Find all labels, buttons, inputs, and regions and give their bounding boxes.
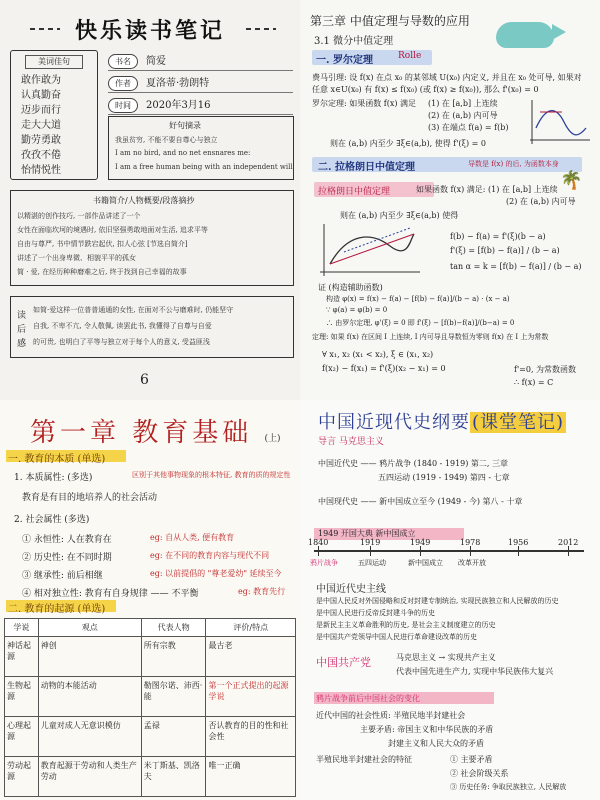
corollary-line: f(x₂) − f(x₁) = f'(ξ)(x₂ − x₁) = 0 (322, 364, 446, 373)
table-cell: 生物起源 (5, 677, 39, 717)
page-number: 6 (140, 372, 149, 388)
attribute-item: ③ 继承性: 前后相继 (22, 571, 103, 581)
rolle-band-title: 一. 罗尔定理 (316, 55, 373, 66)
table-cell: 神话起源 (5, 637, 39, 677)
side-char: 读 (17, 311, 27, 321)
section-heading: 鸦片战争前后中国社会的变化 (316, 694, 420, 703)
rolle-conclusion: 则在 (a,b) 内至少 ∃ξ∈(a,b), 使得 f'(ξ) = 0 (330, 139, 486, 148)
table-cell: 心理起源 (5, 717, 39, 757)
title-dash-right (246, 28, 276, 30)
info-label: 时间 (108, 98, 138, 113)
timeline-event: 鸦片战争 (310, 559, 338, 567)
good-words-header: 美词佳句 (25, 55, 83, 69)
history-line: 五四运动 (1919 - 1949) 第四 - 七章 (378, 473, 510, 482)
timeline-tick (318, 546, 319, 556)
mainline-item: 是中国人民进行反帝反封建斗争的历史 (316, 609, 435, 617)
summary-line: 讲述了一个出身卑微、相貌平平的孤女 (17, 254, 136, 262)
mainline-item: 是中国共产党领导中国人民进行革命建设改革的历史 (316, 633, 477, 641)
timeline-year: 2012 (558, 538, 579, 547)
table-header: 观点 (38, 619, 141, 637)
chapter-part: (上) (264, 434, 281, 444)
timeline-event: 新中国成立 (408, 559, 443, 567)
lagrange-formula: f(b) − f(a) = f'(ξ)(b − a) (450, 232, 546, 241)
info-value: 2020年3月16 (146, 100, 211, 111)
reflection-box (10, 296, 294, 358)
chapter-title: 第一章 教育基础 (30, 418, 253, 448)
corollary-note: f'=0, 为常数函数 (514, 365, 577, 374)
rolle-cond: (3) 在端点 f(a) = f(b) (428, 123, 509, 132)
item-line: 2. 社会属性 (多选) (14, 515, 90, 525)
timeline-axis (314, 550, 584, 552)
quote-box (108, 116, 294, 180)
section-title: 一. 教育的本质 (单选) (8, 454, 106, 465)
chapter-title: 中值定理与导数的应用 (349, 14, 470, 28)
section-heading: 中国近代史主线 (316, 584, 386, 595)
mainline-item: 是新民主主义革命胜利的历史, 是社会主义制度建立的历史 (316, 621, 496, 629)
quote-header: 好句摘录 (169, 121, 201, 130)
reflection-side-label (17, 309, 26, 351)
rolle-cond: (1) 在 [a,b] 上连续 (428, 99, 498, 108)
word-item: 勤劳勇敢 (21, 135, 61, 146)
lagrange-formula-2: f'(ξ) = [f(b) − f(a)] / (b − a) (450, 246, 560, 255)
corollary-result: ∴ f(x) = C (514, 378, 554, 387)
lagrange-graph (314, 222, 424, 278)
rolle-head: 罗尔定理: 如果函数 f(x) 满足 (312, 99, 417, 108)
cpc-heading: 中国共产党 (316, 656, 371, 669)
quote-line: I am a free human being with an independent will (115, 163, 293, 171)
summary-box (10, 190, 294, 286)
history-line: 中国近代史 —— 鸦片战争 (1840 - 1919) 第二, 三章 (318, 459, 509, 468)
summary-line: 女性在面临坎坷的境遇时, 依旧坚强勇敢地面对生活, 追求平等 (17, 226, 208, 234)
table-cell: 第一个正式提出的起源学说 (206, 677, 296, 717)
reading-notes-page (0, 0, 300, 400)
lagrange-theorem-title: 拉格朗日中值定理 (318, 187, 391, 197)
table-cell: 儿童对成人无意识模仿 (38, 717, 141, 757)
side-char: 后 (17, 325, 27, 335)
palm-tree-icon: 🌴 (560, 170, 583, 191)
lagrange-band-title: 二. 拉格朗日中值定理 (318, 162, 415, 173)
table-row (5, 717, 296, 757)
chapter-heading (310, 12, 470, 29)
attribute-item: ① 永恒性: 人在教育在 (22, 535, 112, 545)
table-cell: 教育起源于劳动和人类生产劳动 (38, 757, 141, 797)
timeline-tick (518, 546, 519, 556)
table-header-row (5, 619, 296, 637)
info-label: 书名 (108, 54, 138, 69)
society-line: 封建主义和人民大众的矛盾 (388, 739, 484, 748)
table-cell: 米丁斯基、凯洛夫 (141, 757, 206, 797)
word-item: 敢作敢为 (21, 75, 61, 86)
table-row (5, 757, 296, 797)
reflection-line: 自我, 不卑不亢, 令人敬佩, 读罢此书, 我懂得了自尊与自爱 (33, 322, 212, 330)
table-cell: 所有宗教 (141, 637, 206, 677)
quote-line: 我虽贫穷, 不能不要自尊心与独立 (115, 136, 218, 144)
quote-line: I am no bird, and no net ensnares me: (115, 149, 251, 157)
society-line: ③ 历史任务: 争取民族独立, 人民解放 (450, 783, 567, 791)
section-note: 区别于其他事物现象的根本特征, 教育的质的规定性 (132, 471, 291, 479)
info-book (108, 52, 293, 72)
highlight-band-text: 1949 开国大典 新中国成立 (318, 529, 416, 538)
word-item: 迈步而行 (21, 105, 61, 116)
timeline-year: 1978 (460, 538, 481, 547)
history-title-main: 中国近现代史纲要 (318, 412, 470, 433)
society-line: ② 社会阶级关系 (450, 769, 509, 778)
chapter-number: 第三章 (310, 14, 347, 28)
table-cell: 唯一正确 (206, 757, 296, 797)
word-item: 走大大道 (21, 120, 61, 131)
table-cell: 动物的本能活动 (38, 677, 141, 717)
attribute-item: ④ 相对独立性: 教育有自身规律 —— 不平衡 (22, 589, 199, 599)
table-cell: 最古老 (206, 637, 296, 677)
attribute-example: eg: 以前提倡的 "尊老爱幼" 延续至今 (150, 569, 282, 578)
attribute-example: eg: 在不同的教育内容与现代不同 (150, 551, 270, 560)
info-label: 作者 (108, 76, 138, 91)
history-line: 中国现代史 —— 新中国成立至今 (1949 - 今) 第八 - 十章 (318, 497, 523, 506)
timeline-tick (420, 546, 421, 556)
table-cell: 勒图尔诺、沛西·能 (141, 677, 206, 717)
section-heading: 3.1 微分中值定理 (314, 36, 394, 47)
tangent-slope: tan α = k = [f(b) − f(a)] / (b − a) (450, 262, 582, 271)
timeline-tick (370, 546, 371, 556)
table-row (5, 637, 296, 677)
table-header: 代表人物 (141, 619, 206, 637)
rolle-band-en: Rolle (398, 51, 422, 61)
info-value: 简爱 (146, 56, 166, 67)
society-line: 半殖民地半封建社会的特征 (316, 755, 412, 764)
timeline-year: 1840 (308, 538, 329, 547)
cpc-line: 马克思主义 → 实现共产主义 (396, 653, 496, 662)
timeline-tick (470, 546, 471, 556)
reflection-line: 的可贵, 也明白了平等与独立对于每个人的意义, 受益匪浅 (33, 338, 210, 346)
table-cell: 劳动起源 (5, 757, 39, 797)
table-cell: 神创 (38, 637, 141, 677)
table-header: 评价/特点 (206, 619, 296, 637)
word-item: 孜孜不倦 (21, 150, 61, 161)
timeline-event: 改革开放 (458, 559, 486, 567)
summary-line: 以精湛的创作技巧, 一部作品讲述了一个 (17, 212, 141, 220)
cpc-line: 代表中国先进生产力, 实现中华民族伟大复兴 (396, 667, 554, 676)
item-line: 1. 本质属性: (多选) (14, 473, 93, 483)
timeline-tick (568, 546, 569, 556)
fermat-line: 费马引理: 设 f(x) 在点 x₀ 的某邻域 U(x₀) 内定义, 并且在 x₀ 处可导, 如果对 (312, 73, 582, 82)
summary-line: 自由与尊严, 书中情节跌宕起伏, 扣人心弦 [节选自简介] (17, 240, 188, 248)
mainline-item: 是中国人民反对外国侵略和反对封建专制统治, 实现民族独立和人民解放的历史 (316, 597, 559, 605)
corollary-line: ∀ x₁, x₂ (x₁ < x₂), ξ ∈ (x₁, x₂) (322, 350, 434, 359)
attribute-example: eg: 教育先行 (238, 587, 286, 596)
timeline-event: 五四运动 (358, 559, 386, 567)
calculus-notes-page (300, 0, 600, 400)
notes-title: 快乐读书笔记 (74, 18, 225, 44)
lagrange-conclusion: 则在 (a,b) 内至少 ∃ξ∈(a,b) 使得 (340, 211, 459, 220)
table-cell: 孟禄 (141, 717, 206, 757)
lagrange-band-note: 导数是 f(x) 的后, 为函数本身 (468, 160, 559, 168)
chapter-heading (30, 412, 281, 449)
society-line: ① 主要矛盾 (450, 755, 493, 764)
education-notes-page (0, 400, 300, 800)
side-char: 感 (17, 339, 27, 349)
table-cell: 否认教育的目的性和社会性 (206, 717, 296, 757)
lagrange-cond: (2) 在 (a,b) 内可导 (506, 197, 576, 206)
good-words-list (21, 73, 61, 178)
rolle-graph (526, 98, 592, 148)
good-words-box (10, 50, 98, 180)
history-title (318, 408, 566, 434)
society-line: 近代中国的社会性质: 半殖民地半封建社会 (316, 711, 466, 720)
info-author (108, 74, 293, 94)
history-title-tag: (课堂笔记) (472, 412, 565, 433)
summary-line: 简 · 爱, 在经历种种磨难之后, 终于找到自己幸福的故事 (17, 268, 187, 276)
info-date (108, 96, 293, 116)
summary-header: 书籍简介/人物概要/段落摘抄 (93, 196, 195, 205)
history-notes-page (300, 400, 600, 800)
society-line: 主要矛盾: 帝国主义和中华民族的矛盾 (360, 725, 494, 734)
table-row (5, 677, 296, 717)
item-line: 教育是有目的地培养人的社会活动 (22, 493, 158, 503)
origin-table (4, 618, 296, 797)
history-subtitle: 导言 马克思主义 (318, 437, 384, 447)
info-value: 夏洛蒂·勃朗特 (146, 78, 210, 89)
reflection-line: 如简·爱这样一位普普通通的女性, 在面对不公与磨难时, 仍能坚守 (33, 306, 234, 314)
proof-line: 构造 φ(x) = f(x) − f(a) − [f(b) − f(a)]/(b − a) · (x − a) (326, 295, 510, 303)
attribute-item: ② 历史性: 在不同时期 (22, 553, 112, 563)
table-header: 学说 (5, 619, 39, 637)
word-item: 认真勤奋 (21, 90, 61, 101)
rolle-cond: (2) 在 (a,b) 内可导 (428, 111, 498, 120)
proof-line: ∴ 由罗尔定理, φ'(ξ) = 0 即 f'(ξ) − [f(b)−f(a)]/(b−a) = 0 (326, 319, 515, 327)
fermat-line: 任意 x∈U(x₀) 有 f(x) ≤ f(x₀) (或 f(x) ≥ f(x₀)), 那么 f'(x₀) = 0 (312, 85, 539, 94)
section-title: 二. 教育的起源 (单选) (8, 604, 106, 615)
timeline-year: 1956 (508, 538, 529, 547)
proof-head: 证 (构造辅助函数) (318, 283, 383, 292)
timeline-year: 1949 (410, 538, 431, 547)
attribute-example: eg: 自从人类, 便有教育 (150, 533, 235, 542)
lagrange-cond: 如果函数 f(x) 满足: (1) 在 [a,b] 上连续 (416, 185, 558, 194)
corollary-head: 定理: 如果 f(x) 在区间 I 上连续, I 内可导且导数恒为零则 f(x) 在 I 上为常数 (312, 333, 549, 341)
proof-line: ∵ φ(a) = φ(b) = 0 (326, 306, 388, 314)
word-item: 怡情悦性 (21, 165, 61, 176)
whale-doodle-icon (496, 22, 554, 48)
timeline-year: 1919 (360, 538, 381, 547)
